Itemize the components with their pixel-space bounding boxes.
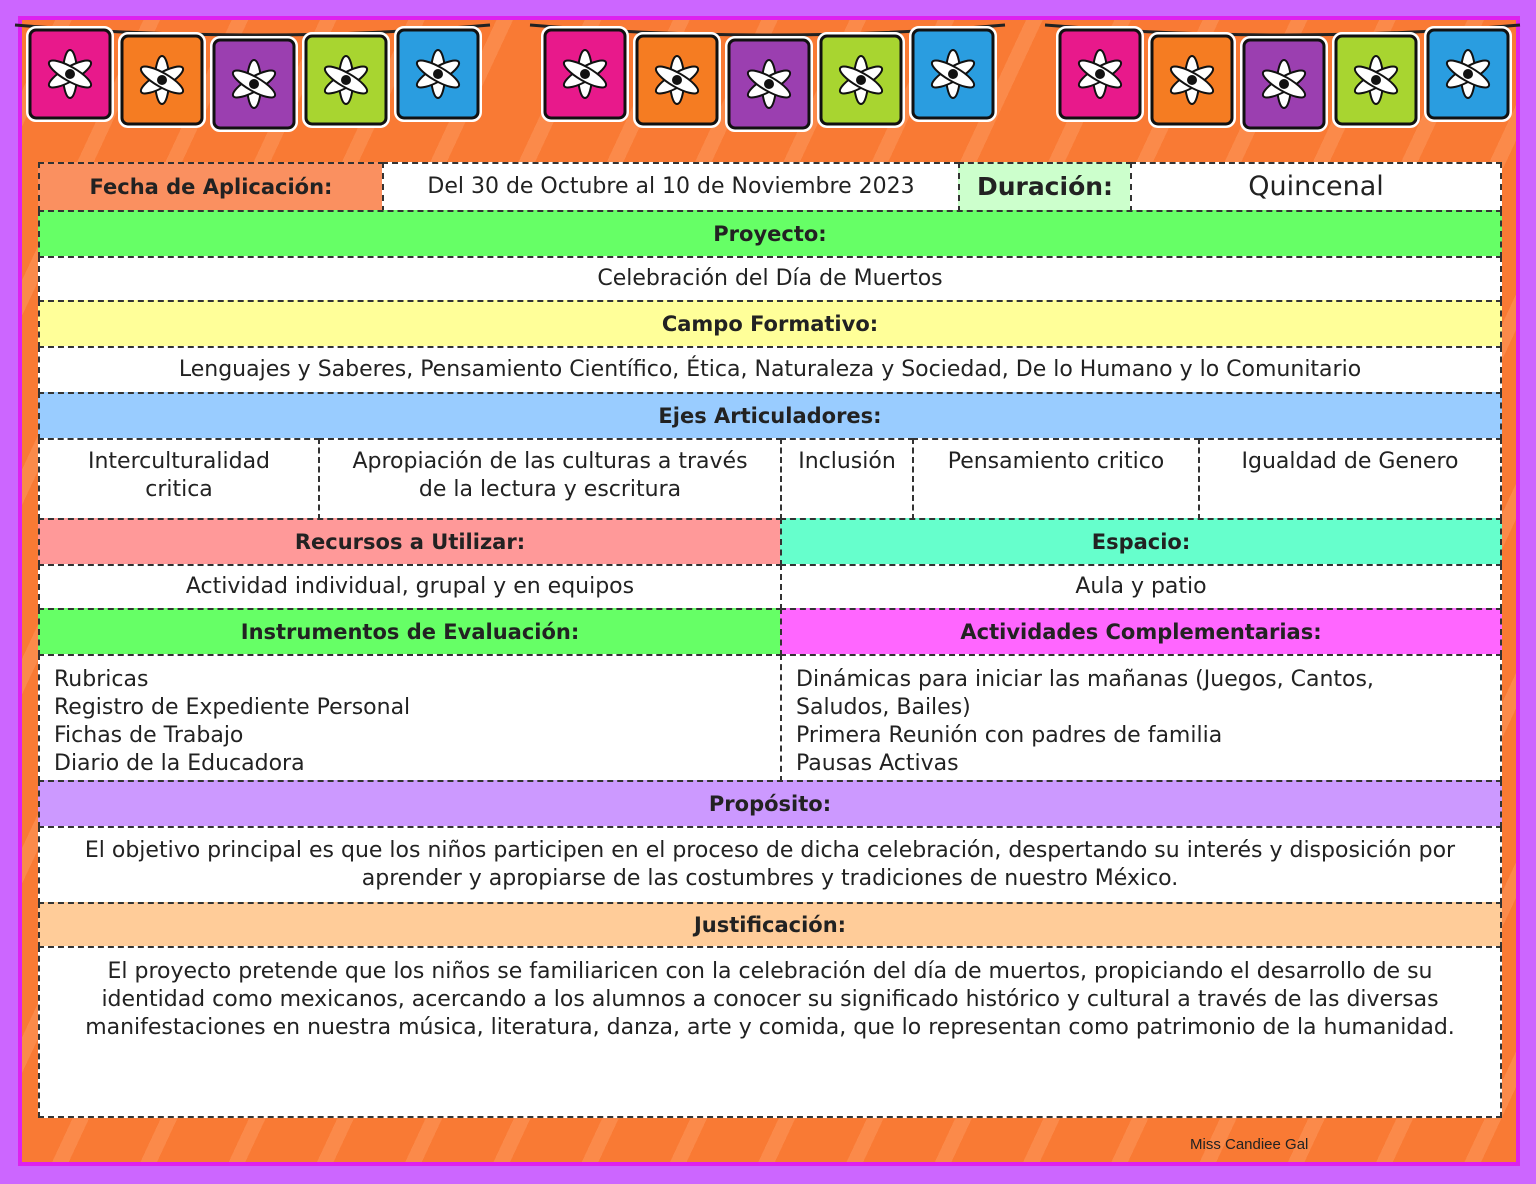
actividades-label: Actividades Complementarias: (780, 608, 1502, 656)
eje-item: Inclusión (780, 438, 914, 520)
proyecto-value: Celebración del Día de Muertos (38, 256, 1502, 302)
papel-picado-flag (1244, 40, 1324, 128)
justificacion-label: Justificación: (38, 902, 1502, 948)
instrumentos-list (38, 654, 782, 782)
recursos-label: Recursos a Utilizar: (38, 518, 782, 566)
papel-picado-flag (214, 40, 294, 128)
eje-item: Apropiación de las culturas a través de la lectura y escritura (318, 438, 782, 520)
justificacion-value: El proyecto pretende que los niños se familiaricen con la celebración del día de muertos, propiciando el desarrollo de su identidad como mexicanos, acercando a los alumnos a conocer su significado histórico y cultural a través de las diversas manifestaciones en nuestra música, literatura, danza, arte y comida, que lo representan como patrimonio de la humanidad. (38, 946, 1502, 1118)
instrumentos-label: Instrumentos de Evaluación: (38, 608, 782, 656)
actividades-list (780, 654, 1502, 782)
papel-picado-flag (306, 36, 386, 124)
actividad-item: Dinámicas para iniciar las mañanas (Juegos, Cantos, Saludos, Bailes) (796, 667, 1374, 720)
campo-label: Campo Formativo: (38, 300, 1502, 348)
papel-picado-flag (545, 30, 625, 118)
papel-picado-bunting (0, 0, 1536, 140)
author-signature: Miss Candiee Gal (1190, 1136, 1309, 1153)
instrumento-item: Fichas de Trabajo (54, 723, 244, 748)
eje-item: Pensamiento critico (912, 438, 1200, 520)
actividad-item: Pausas Activas (796, 751, 959, 776)
papel-picado-flag (729, 40, 809, 128)
papel-picado-flag (821, 36, 901, 124)
fecha-value: Del 30 de Octubre al 10 de Noviembre 2023 (382, 162, 960, 212)
papel-picado-flag (913, 30, 993, 118)
proyecto-label: Proyecto: (38, 210, 1502, 258)
papel-picado-flag (1428, 30, 1508, 118)
proposito-label: Propósito: (38, 780, 1502, 828)
proposito-value: El objetivo principal es que los niños participen en el proceso de dicha celebración, despertando su interés y disposición por aprender y apropiarse de las costumbres y tradiciones de nuestro México. (38, 826, 1502, 904)
papel-picado-flag (637, 36, 717, 124)
papel-picado-flag (30, 30, 110, 118)
instrumento-item: Rubricas (54, 667, 149, 692)
espacio-value: Aula y patio (780, 564, 1502, 610)
eje-item: Interculturalidad critica (38, 438, 320, 520)
papel-picado-flag (122, 36, 202, 124)
espacio-label: Espacio: (780, 518, 1502, 566)
papel-picado-flag (1152, 36, 1232, 124)
actividad-item: Primera Reunión con padres de familia (796, 723, 1223, 748)
duracion-value: Quincenal (1130, 162, 1502, 212)
eje-item: Igualdad de Genero (1198, 438, 1502, 520)
papel-picado-flag (398, 30, 478, 118)
instrumento-item: Registro de Expediente Personal (54, 695, 411, 720)
campo-value: Lenguajes y Saberes, Pensamiento Científico, Ética, Naturaleza y Sociedad, De lo Humano y lo Comunitario (38, 346, 1502, 394)
fecha-label: Fecha de Aplicación: (38, 162, 384, 212)
recursos-value: Actividad individual, grupal y en equipos (38, 564, 782, 610)
papel-picado-flag (1336, 36, 1416, 124)
duracion-label: Duración: (958, 162, 1132, 212)
papel-picado-flag (1060, 30, 1140, 118)
instrumento-item: Diario de la Educadora (54, 751, 305, 776)
ejes-label: Ejes Articuladores: (38, 392, 1502, 440)
